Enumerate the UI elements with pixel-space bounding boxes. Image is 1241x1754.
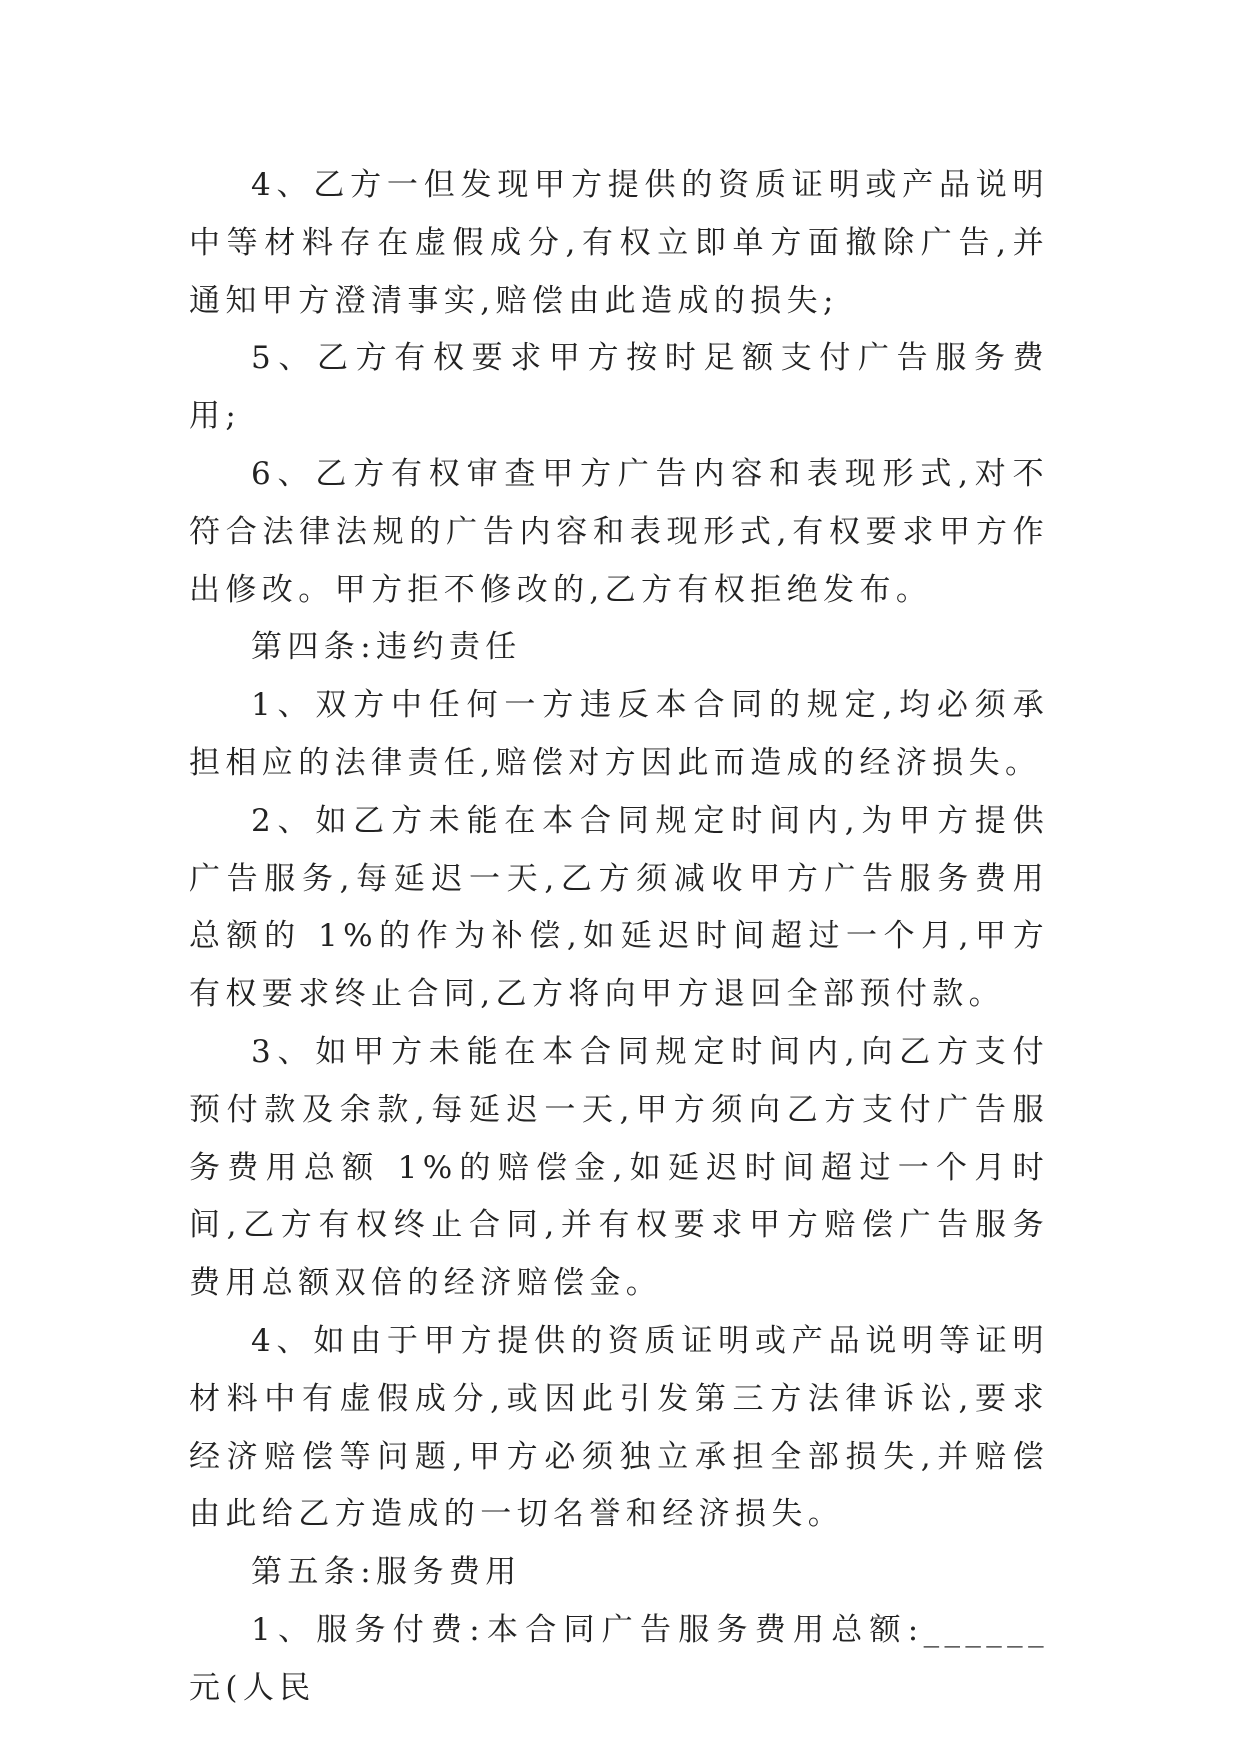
clause-paragraph: 5、乙方有权要求甲方按时足额支付广告服务费用;	[189, 340, 1049, 435]
clause-paragraph: 1、服务付费:本合同广告服务费用总额:______元(人民	[189, 1611, 1049, 1706]
section-heading: 第四条:违约责任	[251, 629, 522, 666]
clause-paragraph: 4、如由于甲方提供的资质证明或产品说明等证明材料中有虚假成分,或因此引发第三方法律诉讼,要求经济赔偿等问题,甲方必须独立承担全部损失,并赔偿由此给乙方造成的一切名誉和经济损失。	[189, 1322, 1049, 1533]
section-heading: 第五条:服务费用	[251, 1554, 522, 1591]
clause-paragraph: 6、乙方有权审查甲方广告内容和表现形式,对不符合法律法规的广告内容和表现形式,有权要求甲方作出修改。甲方拒不修改的,乙方有权拒绝发布。	[189, 455, 1049, 608]
clause-paragraph: 1、双方中任何一方违反本合同的规定,均必须承担相应的法律责任,赔偿对方因此而造成的经济损失。	[189, 687, 1049, 781]
clause-paragraph: 3、如甲方未能在本合同规定时间内,向乙方支付预付款及余款,每延迟一天,甲方须向乙方支付广告服务费用总额 1%的赔偿金,如延迟时间超过一个月时间,乙方有权终止合同,并有权要求甲方赔偿广告服务费用总额双倍的经济赔偿金。	[189, 1033, 1049, 1302]
document-body	[189, 157, 1049, 1718]
clause-paragraph: 2、如乙方未能在本合同规定时间内,为甲方提供广告服务,每延迟一天,乙方须减收甲方广告服务费用总额的 1%的作为补偿,如延迟时间超过一个月,甲方有权要求终止合同,乙方将向甲方退回全部预付款。	[189, 802, 1049, 1013]
clause-paragraph: 4、乙方一但发现甲方提供的资质证明或产品说明中等材料存在虚假成分,有权立即单方面撤除广告,并通知甲方澄清事实,赔偿由此造成的损失;	[189, 167, 1049, 319]
